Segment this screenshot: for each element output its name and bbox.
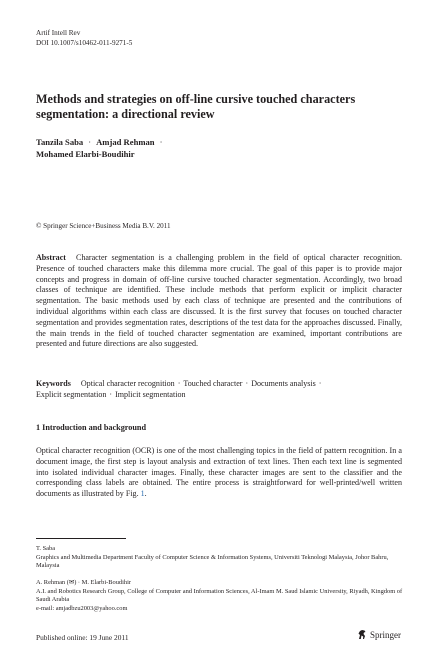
keyword: Documents analysis xyxy=(251,379,316,388)
author-3: Mohamed Elarbi-Boudihir xyxy=(36,148,135,159)
author-2: Amjad Rehman xyxy=(96,137,155,147)
footnote-affiliation-2 xyxy=(36,579,406,613)
keyword: Implicit segmentation xyxy=(115,389,186,399)
abstract-text: Character segmentation is a challenging problem in the field of optical character recognition. Presence of touched characters make this dilemma more crucial. The goal of this paper is to provide major concepts and progress in domain of off-line cursive touched character segmentation. Accordingly, two broad classes of technique are identified. These include methods that perform explicit or implicit character segmentation. The basic methods used by each class of technique are presented and the contributions of individual algorithms within each class are discussed. It is the first survey that focuses on touched character segmentation and provides segmentation rates, descriptions of the test data for the approaches discussed. Finally, the main trends in the field of touched character segmentation are examined, important contributions are presented and future directions are also suggested. xyxy=(36,253,402,349)
keyword-separator: · xyxy=(177,379,181,388)
keyword-separator: · xyxy=(245,379,249,388)
keyword: Optical character recognition xyxy=(80,379,175,388)
keywords xyxy=(36,379,402,401)
journal-header xyxy=(36,29,132,48)
published-date: Published online: 19 June 2011 xyxy=(36,633,129,642)
journal-name: Artif Intell Rev xyxy=(36,29,81,37)
author-separator: · xyxy=(88,137,92,147)
keyword: Explicit segmentation xyxy=(36,389,107,399)
footnote-author: A. Rehman (✉) · M. Elarbi-Boudihir xyxy=(36,579,131,586)
section-heading xyxy=(36,422,146,433)
footnote-email[interactable]: e-mail: amjadbzu2003@yahoo.com xyxy=(36,604,128,612)
footnote-affiliation-1 xyxy=(36,545,406,571)
keyword-separator: · xyxy=(109,389,113,399)
footnote-rule xyxy=(36,538,126,539)
section-title: Introduction and background xyxy=(42,423,147,432)
paper-title: Methods and strategies on off-line cursive touched characters segmentation: a directional review xyxy=(36,92,356,121)
footnote-affiliation: A.I. and Robotics Research Group, College of Computer and Information Sciences, Al-Imam M. Saud Islamic University, Riyadh, Kingdom of Saudi Arabia xyxy=(36,587,403,603)
publisher-name: Springer xyxy=(370,629,401,640)
footnote-author: T. Saba xyxy=(36,545,56,552)
springer-logo xyxy=(357,629,401,640)
figure-reference-link[interactable]: 1 xyxy=(140,489,145,499)
abstract xyxy=(36,253,402,350)
keyword-separator: · xyxy=(318,379,322,388)
section-body xyxy=(36,446,402,500)
author-1: Tanzila Saba xyxy=(36,137,84,147)
section-number: 1 xyxy=(36,423,41,432)
sentence-end: . xyxy=(144,489,147,499)
doi[interactable]: DOI 10.1007/s10462-011-9271-5 xyxy=(36,38,133,47)
springer-horse-icon xyxy=(357,629,367,640)
keyword: Touched character xyxy=(183,379,243,388)
author-separator: · xyxy=(159,137,163,147)
keywords-label: Keywords xyxy=(36,379,71,388)
abstract-label: Abstract xyxy=(36,253,66,262)
copyright: © Springer Science+Business Media B.V. 2011 xyxy=(36,222,171,230)
author-list xyxy=(36,137,336,160)
footnote-affiliation: Graphics and Multimedia Department Faculty of Computer Science & Information Systems, Universiti Teknologi Malaysia, Johor Bahru, Malaysia xyxy=(36,553,389,569)
section-text: Optical character recognition (OCR) is one of the most challenging topics in the field of pattern recognition. In a document image, the first step is layout analysis and extraction of text lines. Then each text line is segmented into isolated individual character images. Finally, these character images are sent to the classifier and the corresponding class labels are obtained. The entire process is straightforward for well-printed/well written documents as illustrated by Fig. xyxy=(36,446,402,499)
